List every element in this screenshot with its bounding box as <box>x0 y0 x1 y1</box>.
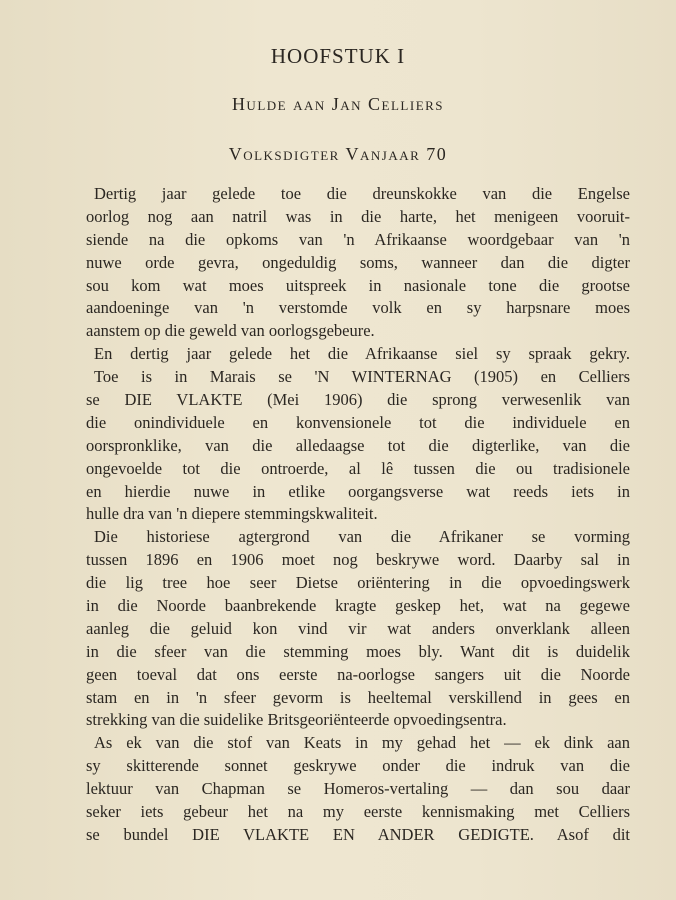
text-line: strekking van die suidelike Britsgeoriënteerde opvoedingsentra. <box>86 710 507 730</box>
chapter-subtitle: Hulde aan Jan Celliers <box>231 94 445 114</box>
text-line: Dertig jaar gelede toe die dreunskokke van die Engelse <box>94 184 630 203</box>
text-line: nuwe orde gevra, ongeduldig soms, wanneer dan die digter <box>86 252 630 272</box>
text-line: die lig tree hoe seer Dietse oriëntering in die opvoedingswerk <box>86 573 630 593</box>
chapter-dedication: Volksdigter Vanjaar 70 <box>228 144 448 164</box>
body-text <box>86 183 630 847</box>
text-line: Die historiese agtergrond van die Afrikaner se vorming <box>94 527 630 547</box>
text-line: in die sfeer van die stemming moes bly. Want dit is duidelik <box>86 641 630 661</box>
text-line: oorspronklike, van die alledaagse tot die digterlike, van die <box>86 435 630 455</box>
text-line: seker iets gebeur het na my eerste kennismaking met Celliers <box>86 802 630 822</box>
text-line: Toe is in Marais se 'N WINTERNAG (1905) en Celliers <box>94 367 630 387</box>
text-line: aanstem op die geweld van oorlogsgebeure. <box>86 321 375 341</box>
text-line: in die Noorde baanbrekende kragte geskep het, wat na gegewe <box>86 596 630 616</box>
text-line: geen toeval dat ons eerste na-oorlogse sangers uit die Noorde <box>86 664 630 684</box>
text-line: sou kom wat moes uitspreek in nasionale tone die grootse <box>86 275 630 295</box>
chapter-heading: HOOFSTUK I <box>270 44 406 68</box>
text-line: lektuur van Chapman se Homeros-vertaling — dan sou daar <box>86 779 630 799</box>
text-line: se DIE VLAKTE (Mei 1906) die sprong verwesenlik van <box>86 390 630 410</box>
text-line: ongevoelde tot die ontroerde, al lê tussen die ou tradisionele <box>86 458 630 478</box>
text-line: siende na die opkoms van 'n Afrikaanse woordgebaar van 'n <box>86 229 630 249</box>
text-line: hulle dra van 'n diepere stemmingskwaliteit. <box>86 504 378 524</box>
text-line: stam en in 'n sfeer gevorm is heeltemal verskillend in gees en <box>86 687 630 707</box>
text-line: As ek van die stof van Keats in my gehad het — ek dink aan <box>94 733 630 753</box>
text-line: aanleg die geluid kon vind vir wat anders onverklank alleen <box>86 618 630 638</box>
text-line: die onindividuele en konvensionele tot die individuele en <box>86 412 630 432</box>
text-line: oorlog nog aan natril was in die harte, het menigeen vooruit- <box>86 206 630 226</box>
text-line: se bundel DIE VLAKTE EN ANDER GEDIGTE. Asof dit <box>86 824 630 844</box>
text-line: tussen 1896 en 1906 moet nog beskrywe word. Daarby sal in <box>86 550 630 570</box>
text-line: en hierdie nuwe in etlike oorgangsverse wat reeds iets in <box>86 481 630 501</box>
text-line: sy skitterende sonnet geskrywe onder die indruk van die <box>86 756 630 776</box>
text-line: aandoeninge van 'n verstomde volk en sy harpsnare moes <box>86 298 630 318</box>
text-line: En dertig jaar gelede het die Afrikaanse siel sy spraak gekry. <box>94 344 630 364</box>
